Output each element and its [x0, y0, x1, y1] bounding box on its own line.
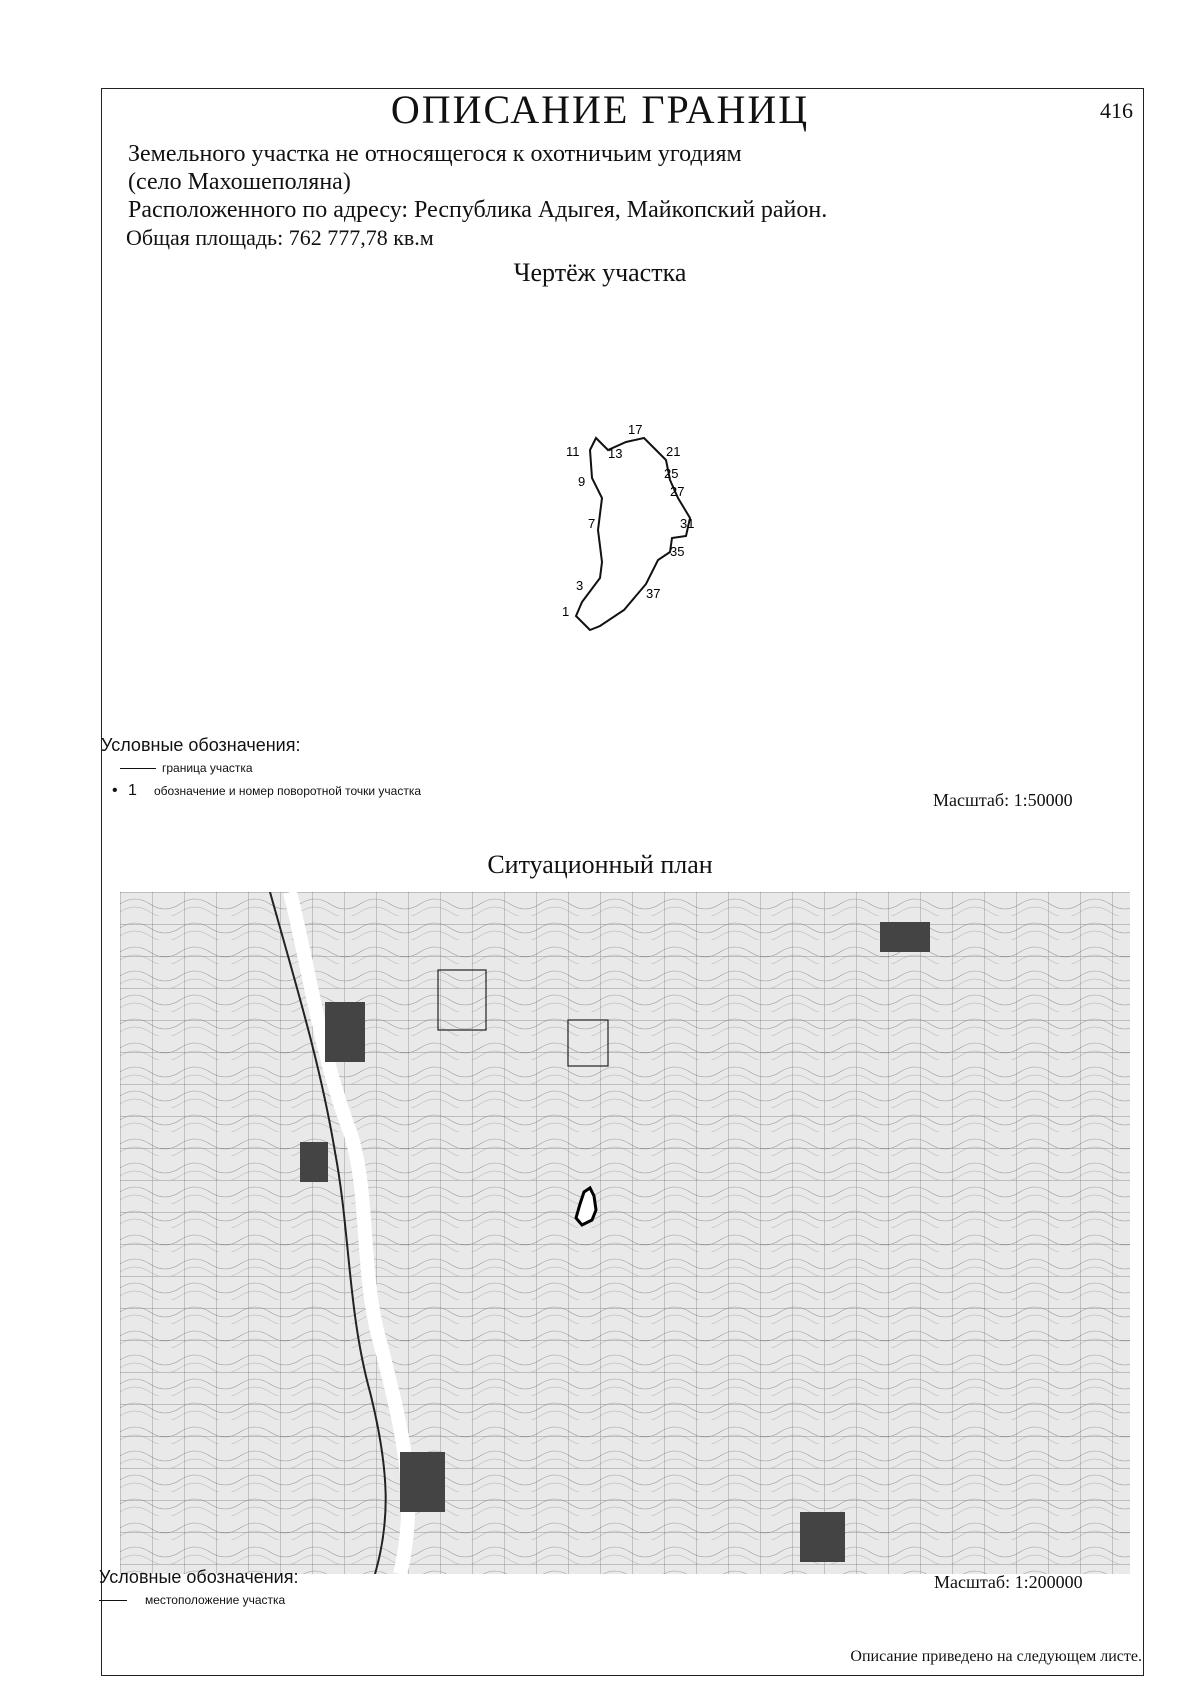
- point-label: 37: [646, 586, 661, 601]
- point-label: 31: [680, 516, 695, 531]
- legend-location-text: местоположение участка: [145, 1593, 286, 1607]
- situation-heading: Ситуационный план: [487, 850, 713, 879]
- situation-map: [120, 892, 1130, 1574]
- drawing-legend-title: Условные обозначения:: [101, 735, 301, 755]
- legend-boundary: [120, 761, 253, 775]
- footer-note: Описание приведено на следующем листе.: [850, 1648, 1142, 1665]
- document-title: ОПИСАНИЕ ГРАНИЦ: [390, 87, 810, 132]
- map-grid: [120, 892, 1130, 1574]
- point-label: 3: [576, 578, 584, 593]
- legend-boundary-text: граница участка: [162, 761, 253, 775]
- point-label: 9: [578, 474, 586, 489]
- point-label: 35: [670, 544, 685, 559]
- point-label: 1: [562, 604, 570, 619]
- parcel-area: Общая площадь: 762 777,78 кв.м: [126, 225, 434, 250]
- point-symbol: • 1: [112, 782, 140, 799]
- parcel-village: (село Махошеполяна): [128, 169, 351, 195]
- point-label: 11: [566, 444, 580, 459]
- parcel-info: [128, 140, 827, 252]
- situation-scale: Масштаб: 1:200000: [934, 1572, 1083, 1592]
- legend-point-text: обозначение и номер поворотной точки участка: [153, 784, 422, 798]
- drawing-scale: Масштаб: 1:50000: [933, 790, 1073, 810]
- point-label: 7: [588, 516, 596, 531]
- page-number: 416: [1100, 98, 1133, 123]
- legend-location: [99, 1593, 285, 1607]
- point-label: 21: [666, 444, 681, 459]
- boundary-line-symbol: [120, 768, 156, 769]
- location-line-symbol: [99, 1600, 127, 1601]
- parcel-address: Расположенного по адресу: Республика Адыгея, Майкопский район.: [128, 197, 828, 223]
- point-label: 17: [628, 422, 643, 437]
- drawing-heading: Чертёж участка: [513, 258, 687, 287]
- point-label: 25: [664, 466, 679, 481]
- situation-legend-title: Условные обозначения:: [99, 1567, 299, 1587]
- point-label: 13: [608, 446, 623, 461]
- parcel-description: Земельного участка не относящегося к охотничьим угодиям: [128, 141, 742, 167]
- legend-point: [112, 782, 421, 800]
- parcel-drawing: [540, 420, 700, 640]
- point-label: 27: [670, 484, 685, 499]
